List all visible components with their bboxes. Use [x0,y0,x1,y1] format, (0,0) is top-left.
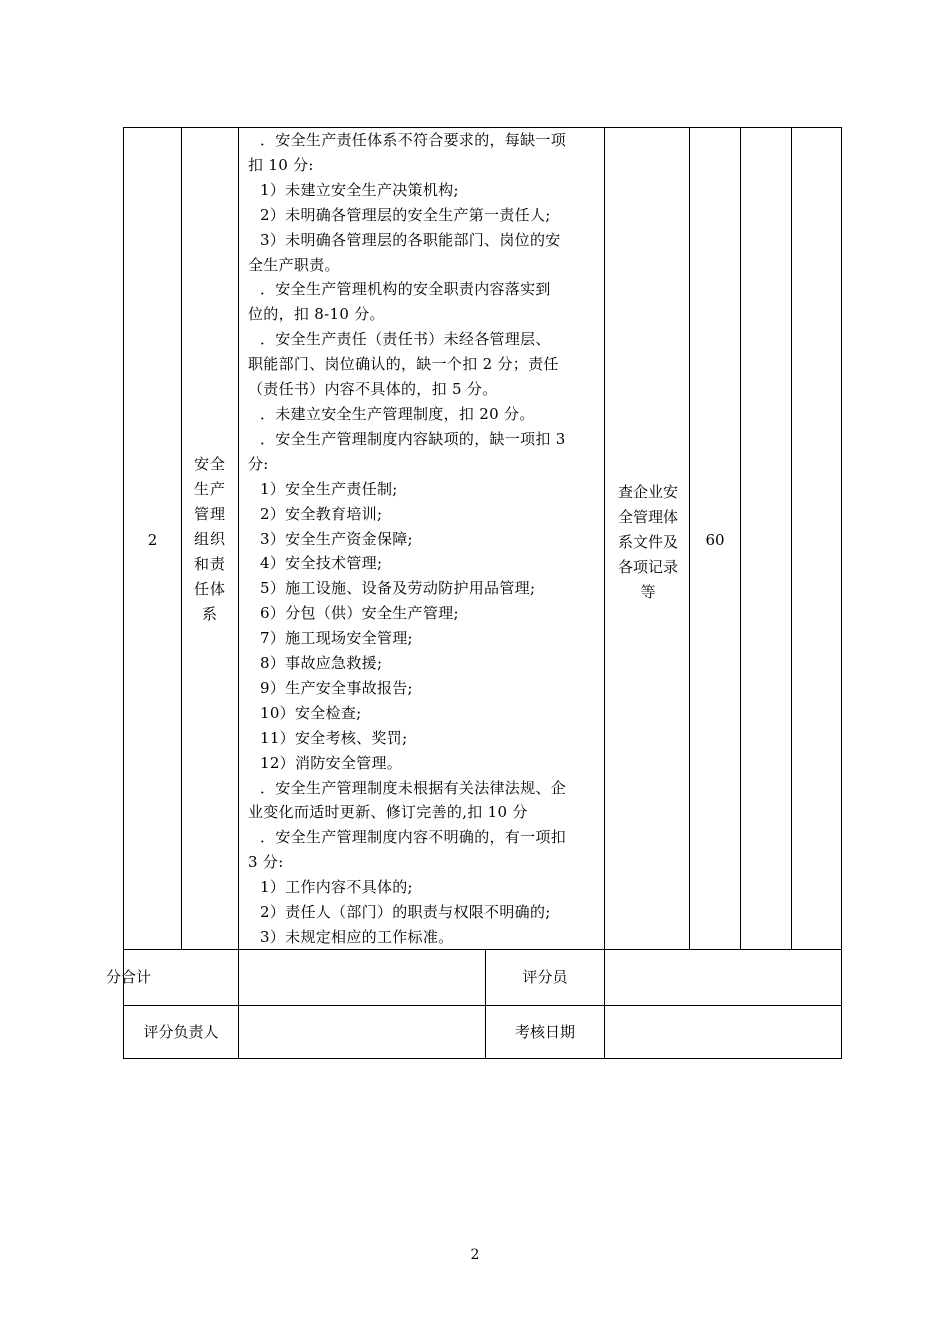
item-title-line: 和责 [193,555,226,573]
check-method-line: 系文件及 [617,533,678,551]
criteria-line: 2）责任人（部门）的职责与权限不明确的; [260,903,551,922]
date-label: 考核日期 [514,1023,575,1041]
col-divider [740,127,741,949]
item-title-line: 管理 [193,505,226,523]
item-title [186,452,234,627]
criteria-line: 1）未建立安全生产决策机构; [260,180,459,199]
criteria-line: 12）消防安全管理。 [260,753,403,772]
item-title-line: 生产 [193,480,226,498]
criteria-line: ．未建立安全生产管理制度，扣 20 分。 [260,404,535,423]
col-divider [791,127,792,949]
criteria-line: （责任书）内容不具体的，扣 5 分。 [248,380,498,399]
check-method-line: 查企业安 [617,483,678,501]
deduction-criteria [248,128,598,950]
check-method-line: 等 [640,583,656,601]
criteria-line: 2）安全教育培训; [260,504,383,523]
col-divider [238,127,239,1059]
criteria-line: ．安全生产管理制度内容缺项的，缺一项扣 3 [260,429,566,448]
criteria-line: 职能部门、岗位确认的，缺一个扣 2 分；责任 [248,355,559,374]
criteria-line: 11）安全考核、奖罚; [260,728,408,747]
criteria-line: 3 分: [248,853,284,872]
criteria-line: ．安全生产管理制度内容不明确的，有一项扣 [260,828,567,847]
criteria-line: 分: [248,454,269,473]
criteria-line: 4）安全技术管理; [260,554,383,573]
check-method-line: 全管理体 [617,508,678,526]
criteria-line: ．安全生产责任（责任书）未经各管理层、 [260,330,551,349]
scorer-label: 评分员 [522,967,568,986]
page-number: 2 [470,1247,480,1263]
criteria-line: 6）分包（供）安全生产管理; [260,604,459,623]
criteria-line: 扣 10 分: [248,155,314,174]
item-title-line: 安全 [193,455,226,473]
criteria-line: 3）安全生产资金保障; [260,529,413,548]
criteria-line: ．安全生产管理机构的安全职责内容落实到 [260,280,551,299]
col-divider [181,127,182,949]
criteria-line: 位的，扣 8-10 分。 [248,305,385,324]
criteria-line: 3）未明确各管理层的各职能部门、岗位的安 [260,230,561,249]
criteria-line: 7）施工现场安全管理; [260,629,413,648]
criteria-line: ．安全生产责任体系不符合要求的，每缺一项 [260,131,567,149]
criteria-line: 全生产职责。 [248,255,340,274]
criteria-line: ．安全生产管理制度未根据有关法律法规、企 [260,778,567,797]
criteria-line: 5）施工设施、设备及劳动防护用品管理; [260,579,536,598]
total-score-label: 分合计 [106,968,152,986]
criteria-line: 8）事故应急救援; [260,654,383,673]
criteria-line: 3）未规定相应的工作标准。 [260,928,454,946]
item-title-line: 任体 [193,580,226,598]
leader-label: 评分负责人 [143,1023,219,1041]
criteria-line: 业变化而适时更新、修订完善的,扣 10 分 [248,803,528,822]
criteria-line: 10）安全检查; [260,703,362,722]
score-value: 60 [705,530,725,549]
check-method [608,480,688,605]
col-divider [604,127,605,1059]
row-number: 2 [147,530,158,549]
criteria-line: 2）未明确各管理层的安全生产第一责任人; [260,205,551,224]
check-method-line: 各项记录 [617,558,678,576]
criteria-line: 1）工作内容不具体的; [260,878,413,897]
item-title-line: 系 [201,605,218,623]
item-title-line: 组织 [193,530,226,548]
criteria-line: 1）安全生产责任制; [260,479,398,498]
criteria-line: 9）生产安全事故报告; [260,678,413,697]
